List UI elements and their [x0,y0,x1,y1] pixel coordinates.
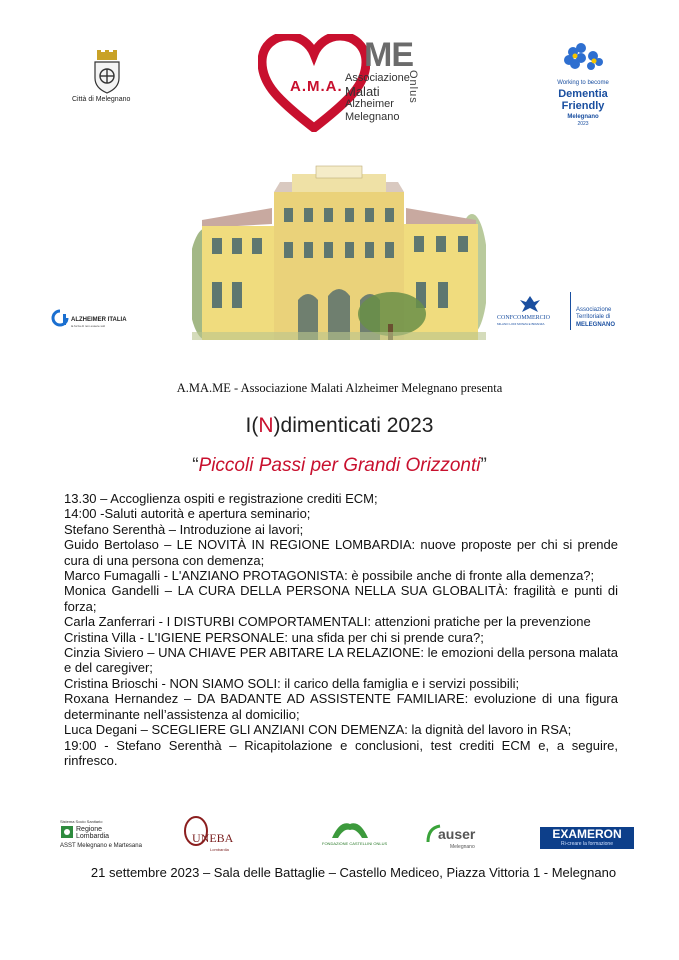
program-item: Stefano Serenthà – Introduzione ai lavori; [64,521,304,537]
program-list [64,491,618,768]
assoc-city: MELEGNANO [576,322,615,328]
regione-name [76,826,109,840]
ama-onlus: Onlus [407,70,419,104]
logo-divider [570,292,571,330]
program-item: 19:00 - Stefano Serenthà – Ricapitolazione e conclusioni, test crediti ECM e, a seguire, rinfresco. [64,737,618,768]
df-year: 2023 [577,121,589,127]
confcommercio-eagle-icon [518,294,542,314]
df-city: Melegnano [567,114,599,120]
assoc-territoriale [576,307,611,321]
confcommercio-name: CONFCOMMERCIO [497,315,551,321]
program-item: Monica Gandelli – LA CURA DELLA PERSONA NELLA SUA GLOBALITÀ: fragilità e punti di forza; [64,583,618,614]
program-item: 13.30 – Accoglienza ospiti e registrazione crediti ECM; [64,491,378,506]
presenter-line: A.MA.ME - Associazione Malati Alzheimer Melegnano presenta [176,381,503,395]
auser-sub: Melegnano [450,844,475,850]
program-item: Guido Bertolaso – LE NOVITÀ IN REGIONE LOMBARDIA: nuove proposte per chi si prende cura di una persona con demenza; [64,537,618,568]
alzheimer-italia-sub: la forza di non essere soli [71,324,106,328]
regione-name-2: Lombardia [76,833,110,840]
ama-line-2: Malati [345,84,380,99]
title-before: I( [245,414,259,437]
assoc-line-2: Territoriale di [576,314,611,320]
regione-system-label: Sistema Socio Sanitario [60,819,103,824]
subtitle-text: Piccoli Passi per Grandi Orizzonti [198,455,481,476]
program-item: 14:00 -Saluti autorità e apertura seminario; [64,506,311,522]
df-title: Dementia Friendly [558,88,608,112]
program-item: Cristina Villa - L'IGIENE PERSONALE: una sfida per chi si prende cura?; [64,629,484,645]
regione-name-1: Regione [76,826,103,833]
coat-of-arms-icon [90,50,124,94]
ama-line-4: Melegnano [345,111,400,123]
subtitle-open-quote: “ [192,455,199,476]
uneba-name: UNEBA [192,831,234,845]
program-item: Marco Fumagalli - L'ANZIANO PROTAGONISTA: è possibile anche di fronte alla demenza?; [64,568,595,584]
program-item: Luca Degani – SCEGLIERE GLI ANZIANI CON DEMENZA: la dignità del lavoro in RSA; [64,722,572,738]
regione-rose-icon [61,826,73,838]
program-item: Carla Zanferrari - I DISTURBI COMPORTAMENTALI: attenzioni pratiche per la prevenzione [64,614,591,630]
assoc-line-1: Associazione [576,307,612,313]
ama-line-1: Associazione [345,72,410,84]
event-subtitle [0,455,679,477]
forget-me-not-icon [561,38,605,78]
title-after: )dimenticati 2023 [273,414,434,437]
fondazione-leaf-icon [328,818,372,840]
fondazione-name: FONDAZIONE CASTELLINI ONLUS [322,841,388,846]
program-item: Cristina Brioschi - NON SIAMO SOLI: il carico della famiglia e i servizi possibili; [64,675,520,691]
alzheimer-italia-name: ALZHEIMER ITALIA [71,317,127,323]
program-item: Cinzia Siviero – UNA CHIAVE PER ABITARE LA RELAZIONE: le emozioni della persona malata e del caregiver; [64,645,618,676]
df-tagline: Working to become [557,80,609,86]
palace-illustration [192,164,486,340]
ama-wordmark: ME [364,36,413,74]
uneba-sub: Lombardia [210,847,229,852]
program-item: Roxana Hernandez – DA BADANTE AD ASSISTENTE FAMILIARE: evoluzione di una figura determinante nell’assistenza al domicilio; [64,691,618,722]
ama-line-3: Alzheimer [345,98,394,110]
subtitle-close-quote: ” [480,455,487,476]
title-highlight: N [258,414,274,437]
event-title [0,414,679,438]
city-logo-name: Città di Melegnano [72,96,131,103]
exameron-sub: Ri-creare la formazione [561,841,613,847]
alzheimer-italia-icon [51,309,69,327]
auser-name: auser [438,826,476,842]
ama-heart-text: A.M.A. [290,78,343,95]
confcommercio-sub: MILANO LODI MONZA E BRIANZA [497,322,545,326]
event-date-venue: 21 settembre 2023 – Sala delle Battaglie – Castello Mediceo, Piazza Vittoria 1 - Melegnano [90,865,617,880]
exameron-name: EXAMERON [552,827,622,841]
asst-name: ASST Melegnano e Martesana [60,843,142,849]
